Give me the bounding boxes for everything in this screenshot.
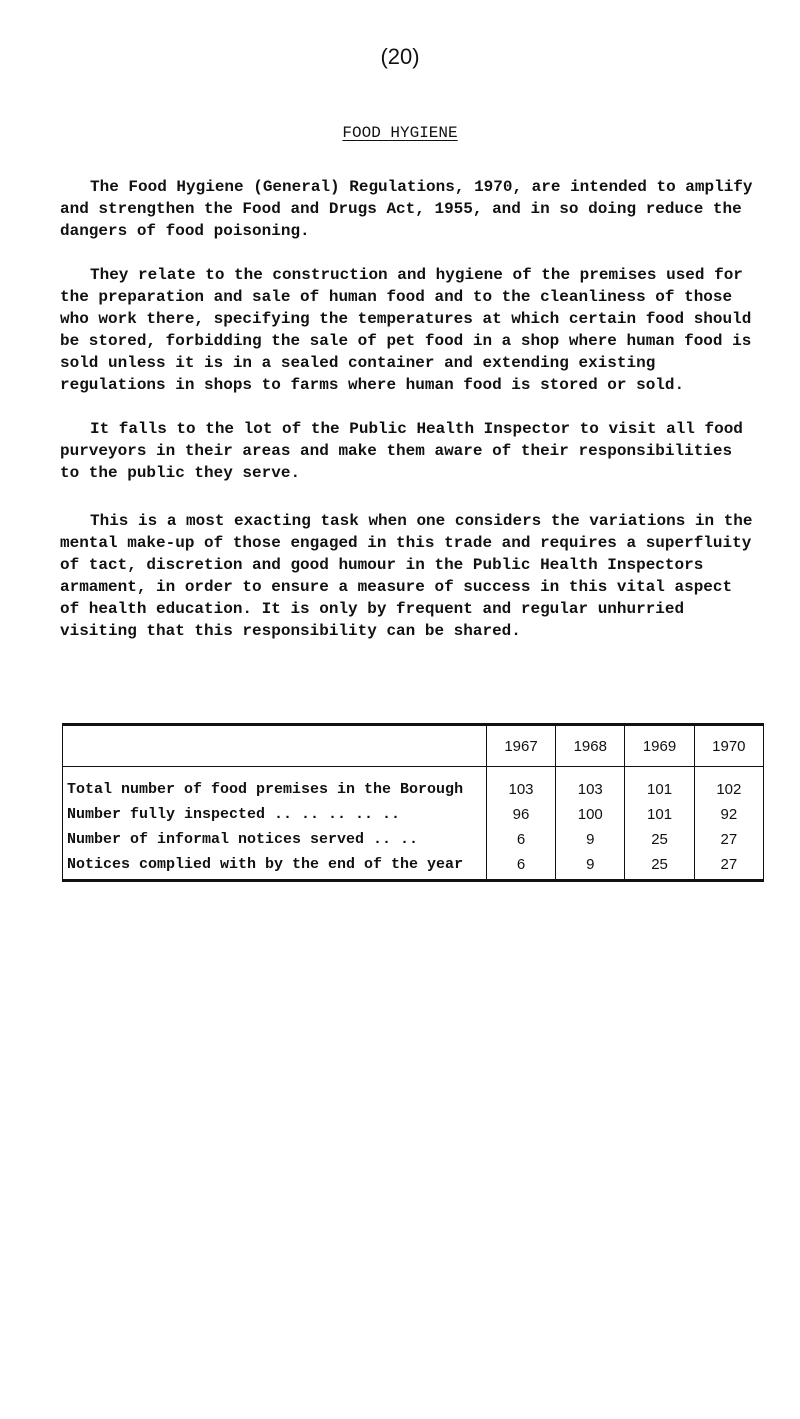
- page-number: (20): [380, 44, 420, 69]
- table-row: [63, 852, 764, 881]
- table-cell: 27: [694, 852, 763, 881]
- table-cell: 103: [486, 767, 555, 803]
- row-label-informal-notices: Number of informal notices served .. ..: [63, 827, 487, 852]
- paragraph-exacting-task: This is a most exacting task when one considers the variations in the mental make-up of those engaged in this trade and requires a superfluity of tact, discretion and good humour in the Public Health Inspectors armament, in order to ensure a measure of success in this vital aspect of health education. It is only by frequent and regular unhurried visiting that this responsibility can be shared.: [60, 512, 753, 640]
- table-cell: 6: [486, 827, 555, 852]
- table-cell: 9: [556, 827, 625, 852]
- table-cell: 9: [556, 852, 625, 881]
- row-label-total-premises: Total number of food premises in the Borough: [63, 767, 487, 803]
- paragraph-inspector-duty: It falls to the lot of the Public Health Inspector to visit all food purveyors in their areas and make them aware of their responsibilities to the public they serve.: [60, 420, 743, 482]
- table-header-row: [63, 725, 764, 767]
- table-cell: 6: [486, 852, 555, 881]
- table-row: [63, 767, 764, 803]
- table-cell: 100: [556, 802, 625, 827]
- header-year-1970: 1970: [694, 725, 763, 767]
- row-label-notices-complied: Notices complied with by the end of the year: [63, 852, 487, 881]
- table-cell: 92: [694, 802, 763, 827]
- food-premises-table: [62, 723, 764, 882]
- header-year-1969: 1969: [625, 725, 694, 767]
- page-title: FOOD HYGIENE: [342, 124, 458, 142]
- header-year-1967: 1967: [486, 725, 555, 767]
- table-cell: 27: [694, 827, 763, 852]
- table-cell: 25: [625, 852, 694, 881]
- paragraph-construction: They relate to the construction and hygiene of the premises used for the preparation and sale of human food and to the cleanliness of those who work there, specifying the temperatures at which certain food should be stored, forbidding the sale of pet food in a shop where human food is sold unless it is in a sealed container and extending existing regulations in shops to farms where human food is stored or sold.: [60, 266, 752, 394]
- table-cell: 101: [625, 802, 694, 827]
- paragraph-regulations: The Food Hygiene (General) Regulations, 1970, are intended to amplify and strengthen the Food and Drugs Act, 1955, and in so doing reduce the dangers of food poisoning.: [60, 178, 753, 240]
- table-cell: 101: [625, 767, 694, 803]
- table-cell: 103: [556, 767, 625, 803]
- row-label-fully-inspected: Number fully inspected .. .. .. .. ..: [63, 802, 487, 827]
- header-year-1968: 1968: [556, 725, 625, 767]
- table-cell: 96: [486, 802, 555, 827]
- table-row: [63, 827, 764, 852]
- header-blank-cell: [63, 725, 487, 767]
- table-row: [63, 802, 764, 827]
- table-cell: 102: [694, 767, 763, 803]
- table-cell: 25: [625, 827, 694, 852]
